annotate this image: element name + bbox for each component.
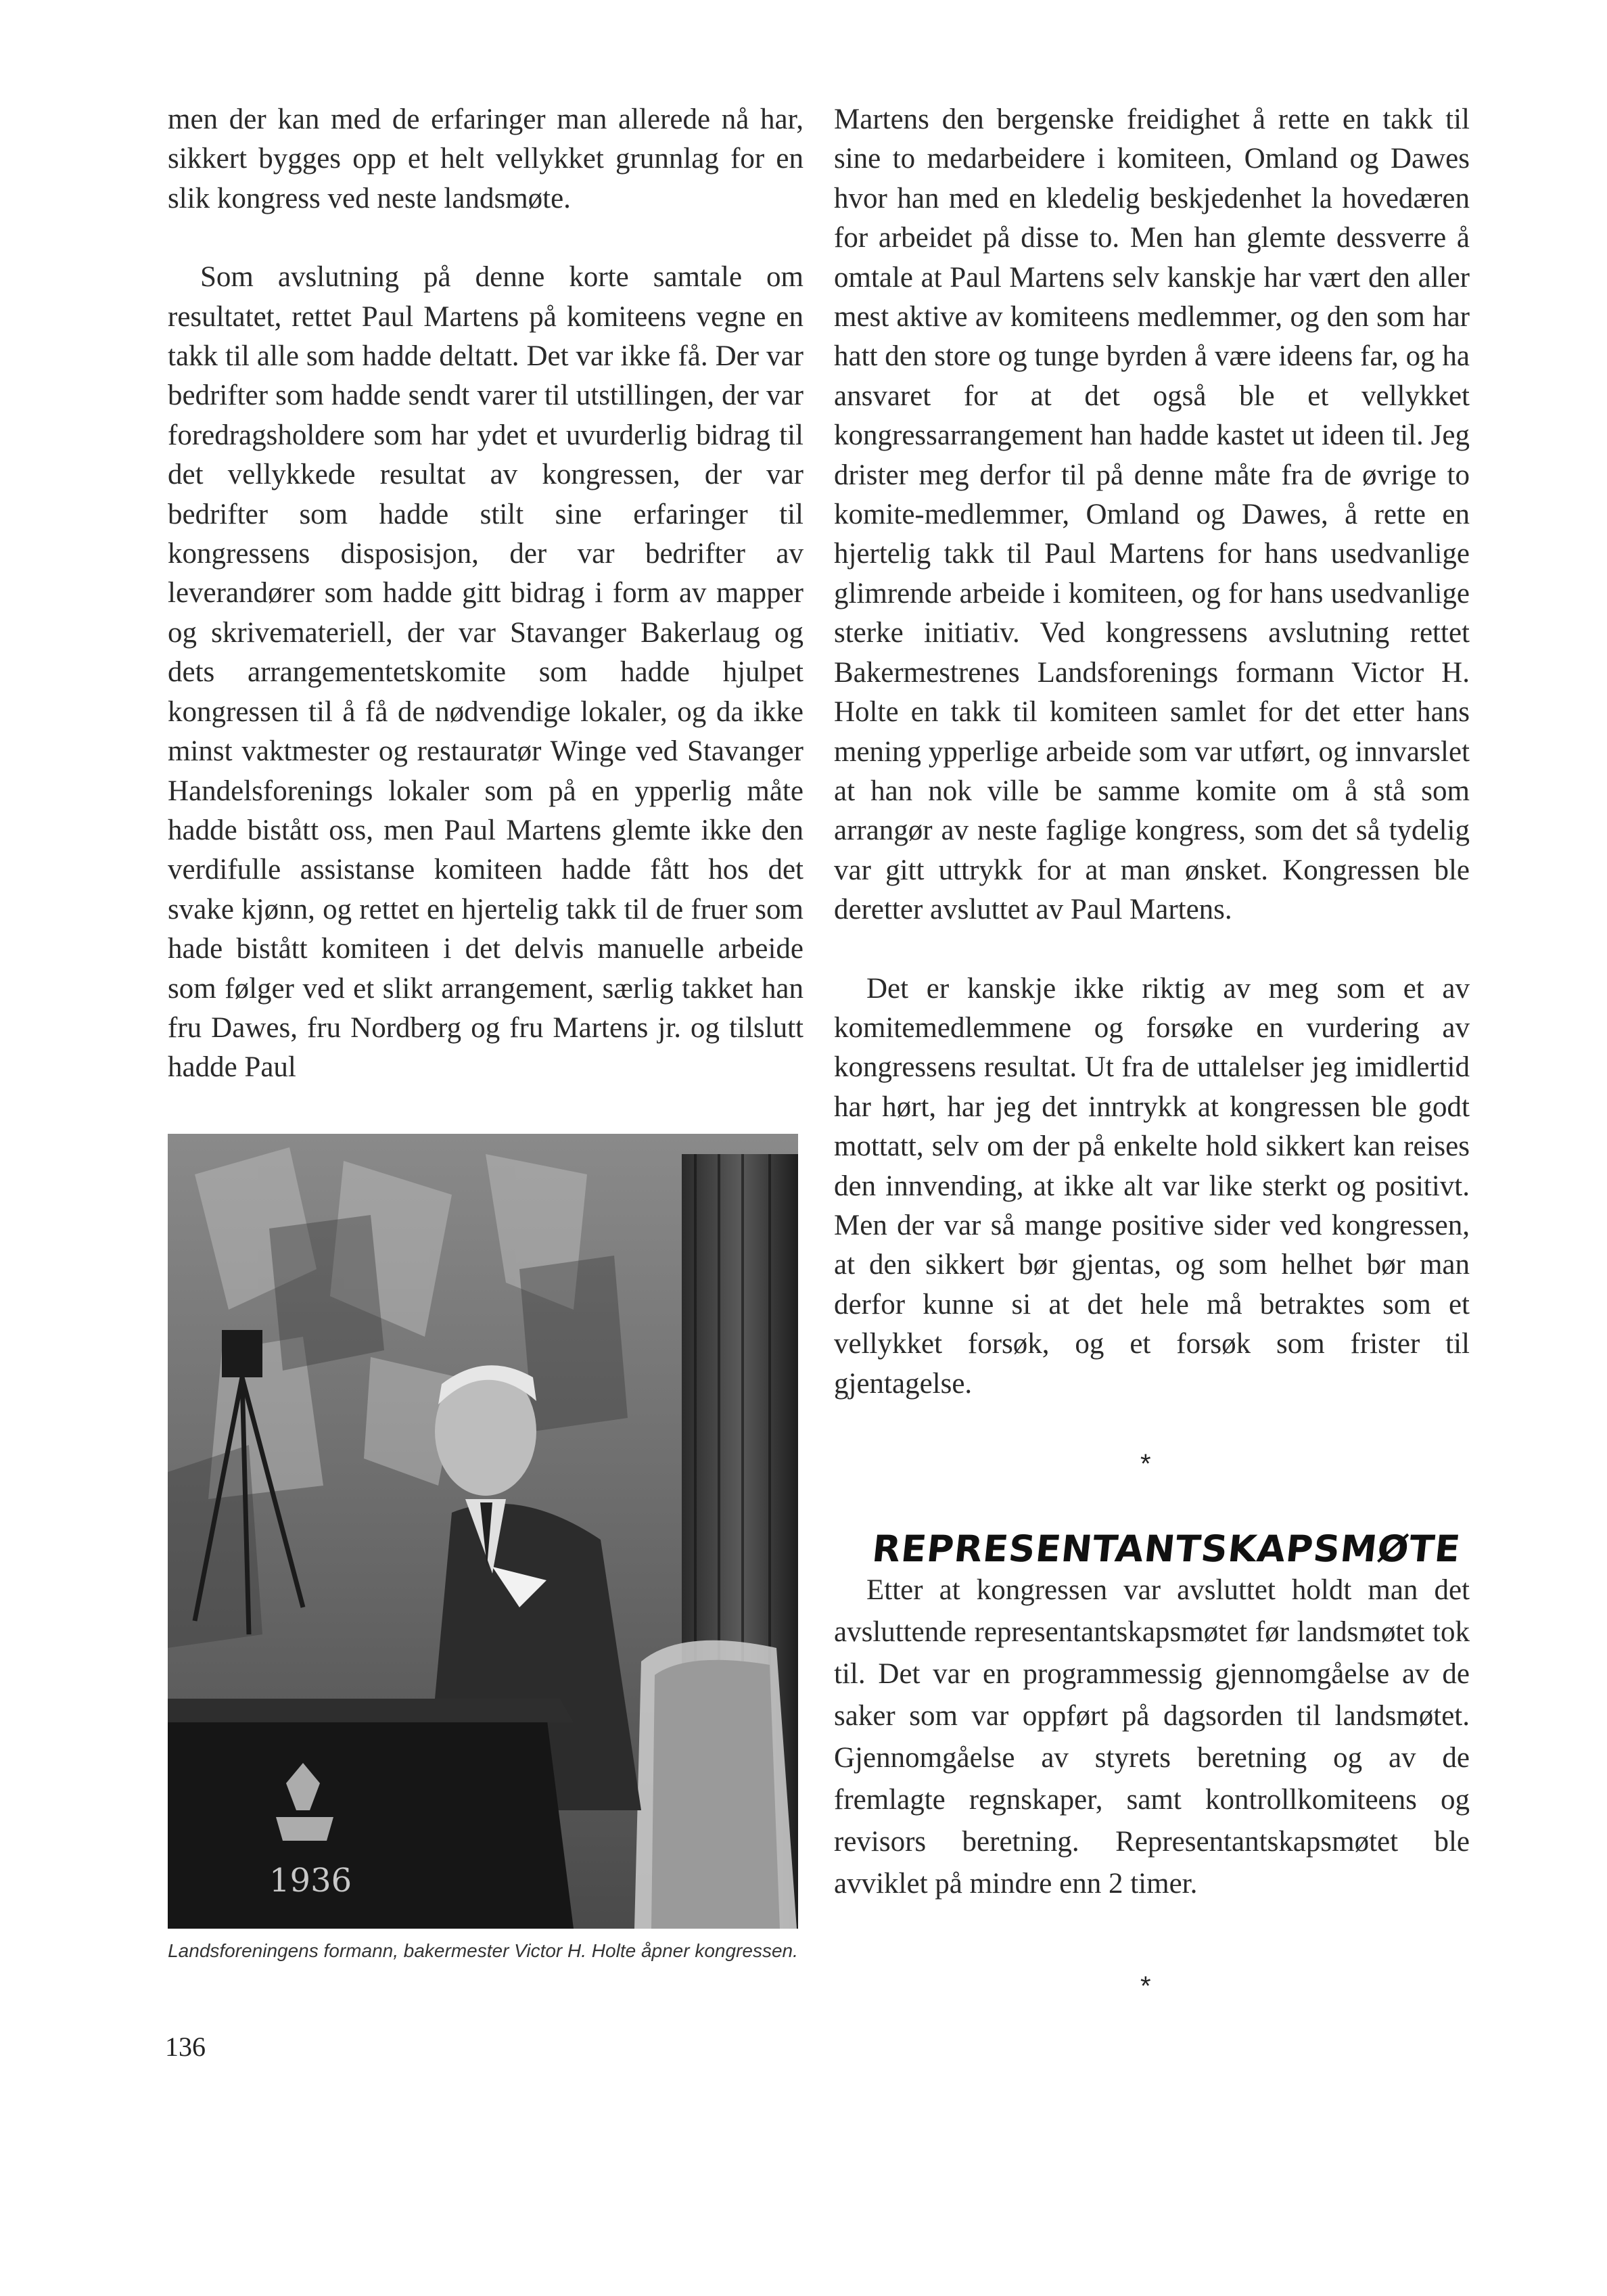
section-separator-1: * [1140,1449,1151,1479]
right-paragraph-2: Det er kanskje ikke riktig av meg som et av komitemedlemmene og forsøke en vurdering av kongressens resultat. Ut fra de uttalelser jeg imidlertid har hørt, har jeg det inntrykk at kongressen ble godt mottatt, selv om der på enkelte hold sikkert kan reises den innvending, at ikke alt var like sterkt og positivt. Men der var så mange positive sider ved kongressen, at den sikkert bør gjentas, og som helhet bør man derfor kunne si at det hele må betraktes som et vellykket forsøk, og et forsøk som frister til gjentagelse. [834,972,1470,1400]
section-heading: REPRESENTANTSKAPSMØTE [870,1528,1463,1570]
left-paragraph-2: Som avslutning på denne korte samtale om resultatet, rettet Paul Martens på komiteens vegne en takk til alle som hadde deltatt. Det var ikke få. Der var bedrifter som hadde sendt varer til utstillingen, der var foredragsholdere som har ydet et uvurderlig bidrag til det vellykkede resultat av kongressen, der var bedrifter som hadde stilt sine erfaringer til kongressens disposisjon, der var bedrifter av leverandører som hadde gitt bidrag i form av mapper og skrivemateriell, der var Stavanger Bakerlaug og dets arrangementetskomite som hadde hjulpet kongressen til å få de nødvendige lokaler, og da ikke minst vaktmester og restauratør Winge ved Stavanger Handelsforenings lokaler som på en ypperlig måte hadde bistått oss, men Paul Martens glemte ikke den verdifulle assistanse komiteen hadde fått hos det svake kjønn, og rettet en hjertelig takk til de fruer som hade bistått komiteen i det delvis manuelle arbeide som følger ved et slikt arrangement, særlig takket han fru Dawes, fru Nordberg og fru Martens jr. og tilslutt hadde Paul [168,261,804,1084]
right-paragraph-1: Martens den bergenske freidighet å rette en takk til sine to medarbeidere i komiteen, Omland og Dawes hvor han med en kledelig beskjedenhet la hovedæren for arbeidet på disse to. Men han glemte dessverre å omtale at Paul Martens selv kanskje har vært den aller mest aktive av komiteens medlemmer, og den som har hatt den store og tunge byrden å være ideens far, og ha ansvaret for at det også ble et vellykket kongressarrangement han hadde kastet ut ideen til. Jeg drister meg derfor til på denne måte fra de øvrige to komite-medlemmer, Omland og Dawes, å rette en hjertelig takk til Paul Martens for hans usedvanlige glimrende arbeide i komiteen, og for hans usedvanlige sterke initiativ. Ved kongressens avslutning rettet Bakermestrenes Landsforenings formann Victor H. Holte en takk til komiteen samlet for det etter hans mening ypperlige arbeide som var utført, og innvarslet at han nok ville be samme komite om å stå som arrangør av neste faglige kongress, som det så tydelig var gitt uttrykk for at man ønsket. Kongressen ble deretter avsluttet av Paul Martens. [834,104,1470,926]
section-separator-2: * [1140,1971,1151,2001]
page-number: 136 [165,2031,206,2062]
left-text-column [168,100,804,1088]
section-paragraph: Etter at kongressen var avsluttet holdt man det avsluttende representantskapsmøtet før landsmøtet tok til. Det var en programmessig gjennomgåelse av de saker som var oppført på dagsorden til landsmøtet. Gjennomgåelse av styrets beretning og av de fremlagte regnskaper, samt kontrollkomiteens og revisors beretning. Representantskapsmøtet ble avviklet på mindre enn 2 timer. [834,1574,1470,1900]
speaker-photo [168,1134,798,1929]
photo-caption: Landsforeningens formann, bakermester Victor H. Holte åpner kongressen. [168,1940,798,1961]
podium-year-text: 1936 [269,1862,352,1900]
section-text [834,1569,1470,1905]
right-text-column [834,100,1470,1404]
left-paragraph-1: men der kan med de erfaringer man allerede nå har, sikkert bygges opp et helt vellykket grunnlag for en slik kongress ved neste landsmøte. [168,104,804,214]
